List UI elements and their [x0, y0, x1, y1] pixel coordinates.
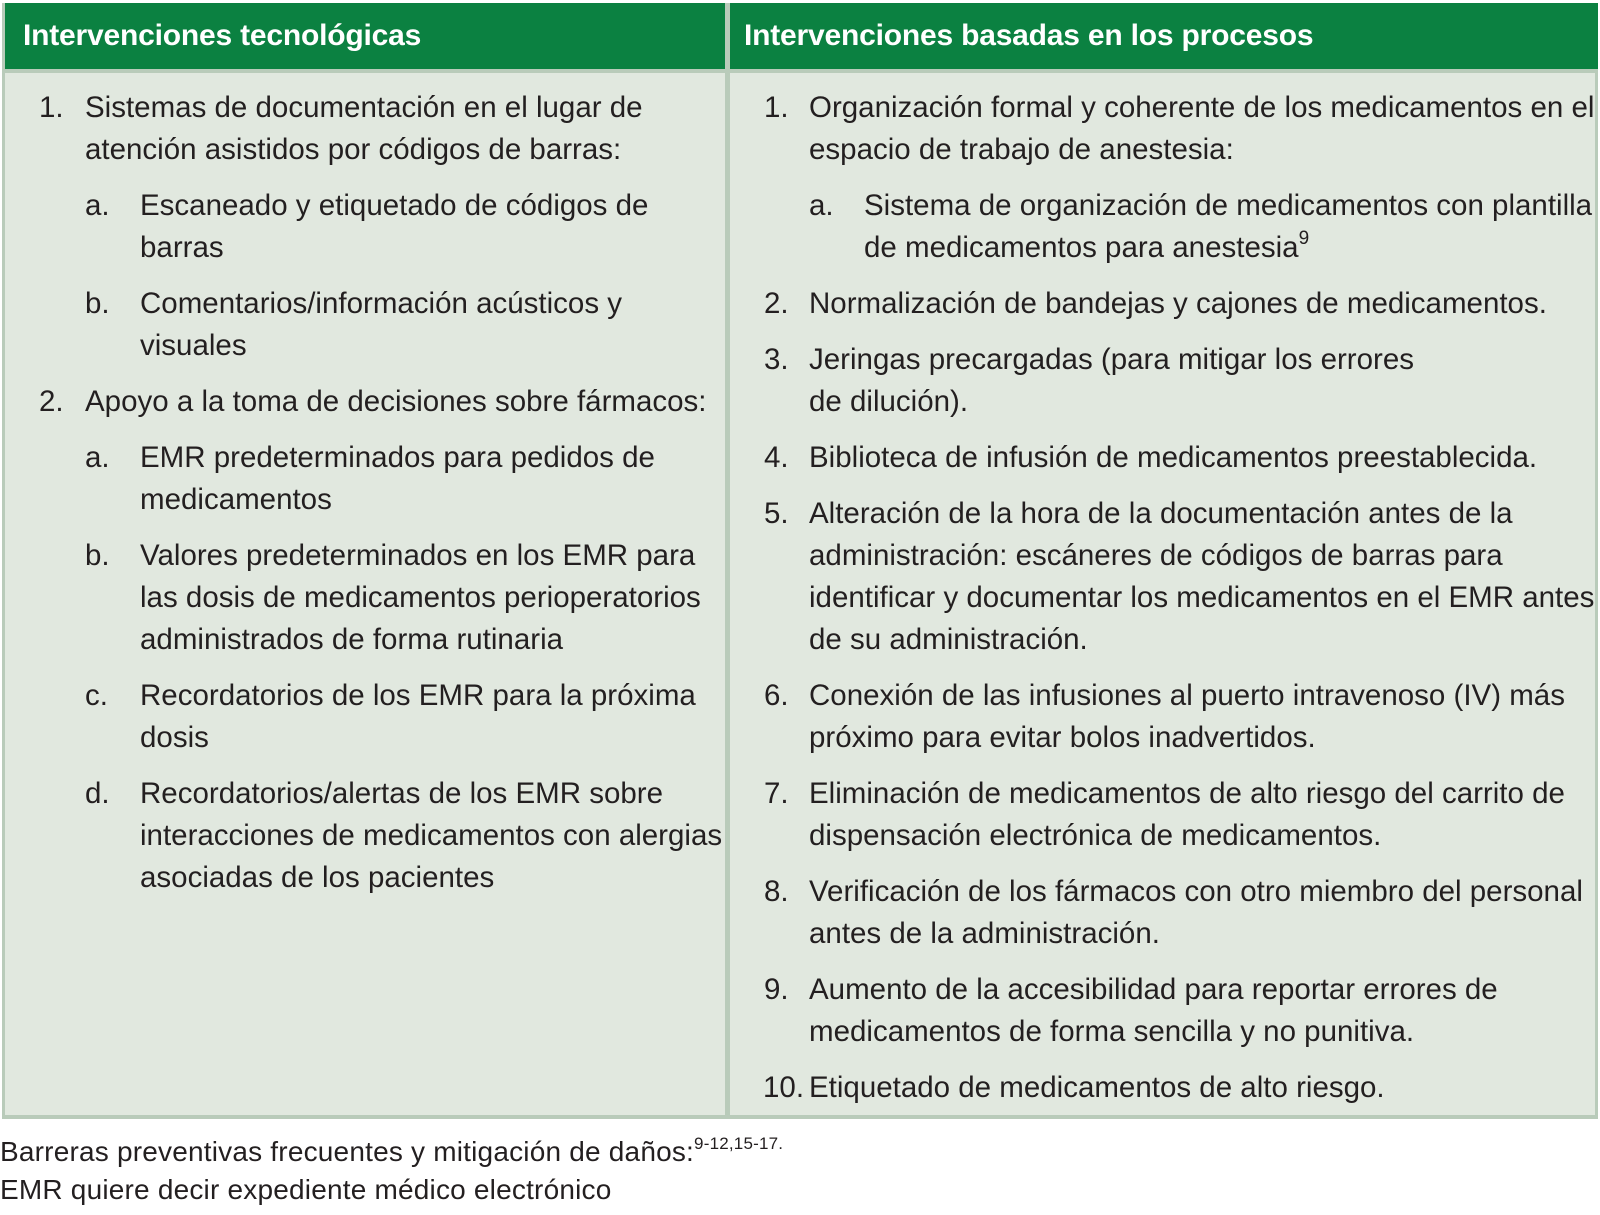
sub-item-text: EMR predeterminados para pedidos de medicamentos — [140, 441, 655, 516]
sub-item-letter: b. — [85, 287, 110, 320]
item-text: Conexión de las infusiones al puerto intravenoso (IV) más próximo para evitar bolos inadvertidos. — [809, 679, 1565, 754]
sub-item-letter: c. — [85, 679, 108, 712]
item-number: 8. — [764, 875, 789, 908]
list-item — [730, 1067, 1595, 1109]
footnote-emr-definition: EMR quiere decir expediente médico electrónico — [0, 1174, 612, 1205]
list-item — [5, 381, 725, 899]
footnote-barriers-text: Barreras preventivas frecuentes y mitigación de daños: — [0, 1136, 695, 1167]
sub-item-text-body: Sistema de organización de medicamentos con plantilla de medicamentos para anestesia — [864, 189, 1593, 264]
sub-item-text: Escaneado y etiquetado de códigos de barras — [140, 189, 649, 264]
sub-item — [85, 185, 725, 269]
item-number: 1. — [39, 91, 64, 124]
sub-item-text — [864, 185, 1595, 269]
item-number: 9. — [764, 973, 789, 1006]
list-item — [730, 339, 1595, 423]
item-number: 6. — [764, 679, 789, 712]
citation-superscript: 9 — [1298, 228, 1310, 249]
sub-list — [809, 185, 1595, 269]
sub-item — [85, 773, 725, 899]
footnote-barriers — [0, 1133, 783, 1171]
item-text: Aumento de la accesibilidad para reportar errores de medicamentos de forma sencilla y no punitiva. — [809, 973, 1498, 1048]
list-item — [730, 493, 1595, 661]
item-number: 2. — [39, 385, 64, 418]
item-text: Alteración de la hora de la documentación antes de la administración: escáneres de códigos de barras para identificar y documentar los medicamentos en el EMR antes de su administración. — [809, 497, 1595, 656]
sub-item-letter: b. — [85, 539, 110, 572]
item-number: 10. — [763, 1071, 805, 1104]
sub-item — [85, 535, 725, 661]
list-item — [730, 283, 1595, 325]
item-text: Etiquetado de medicamentos de alto riesgo. — [809, 1071, 1385, 1104]
list-item — [730, 87, 1595, 269]
interventions-table — [2, 3, 1598, 1119]
technological-column — [5, 73, 725, 1115]
sub-item-letter: a. — [85, 189, 110, 222]
process-list — [730, 87, 1595, 1123]
sub-item-text: Valores predeterminados en los EMR para las dosis de medicamentos perioperatorios administrados de forma rutinaria — [140, 539, 701, 656]
sub-item-letter: d. — [85, 777, 110, 810]
table-footnotes — [0, 1133, 783, 1209]
item-number: 7. — [764, 777, 789, 810]
sub-item-text: Recordatorios/alertas de los EMR sobre interacciones de medicamentos con alergias asociadas de los pacientes — [140, 777, 723, 894]
sub-item-letter: a. — [85, 441, 110, 474]
technological-list — [5, 87, 725, 913]
list-item — [730, 675, 1595, 759]
item-number: 1. — [764, 91, 789, 124]
item-text: Sistemas de documentación en el lugar de atención asistidos por códigos de barras: — [85, 91, 643, 166]
list-item — [730, 773, 1595, 857]
list-item — [730, 969, 1595, 1053]
sub-item — [85, 675, 725, 759]
sub-list — [85, 185, 725, 367]
process-column — [730, 73, 1595, 1115]
sub-item-letter: a. — [809, 189, 834, 222]
sub-list — [85, 437, 725, 899]
list-item — [730, 437, 1595, 479]
footnote-citations: 9-12,15-17. — [694, 1134, 784, 1153]
sub-item — [809, 185, 1595, 269]
item-text: Eliminación de medicamentos de alto riesgo del carrito de dispensación electrónica de medicamentos. — [809, 777, 1565, 852]
header-process-based: Intervenciones basadas en los procesos — [730, 3, 1598, 69]
item-text: Biblioteca de infusión de medicamentos preestablecida. — [809, 441, 1538, 474]
item-text: Organización formal y coherente de los medicamentos en el espacio de trabajo de anestesia: — [809, 91, 1595, 166]
sub-item — [85, 283, 725, 367]
sub-item-text: Recordatorios de los EMR para la próxima dosis — [140, 679, 696, 754]
item-text: Jeringas precargadas (para mitigar los errores de dilución). — [809, 343, 1415, 418]
item-number: 4. — [764, 441, 789, 474]
sub-item — [85, 437, 725, 521]
item-number: 3. — [764, 343, 789, 376]
item-text: Verificación de los fármacos con otro miembro del personal antes de la administración. — [809, 875, 1583, 950]
item-number: 2. — [764, 287, 789, 320]
item-text: Normalización de bandejas y cajones de medicamentos. — [809, 287, 1547, 320]
sub-item-text: Comentarios/información acústicos y visuales — [140, 287, 623, 362]
list-item — [5, 87, 725, 367]
list-item — [730, 871, 1595, 955]
item-number: 5. — [764, 497, 789, 530]
item-text: Apoyo a la toma de decisiones sobre fármacos: — [85, 385, 707, 418]
header-technological: Intervenciones tecnológicas — [5, 3, 725, 69]
